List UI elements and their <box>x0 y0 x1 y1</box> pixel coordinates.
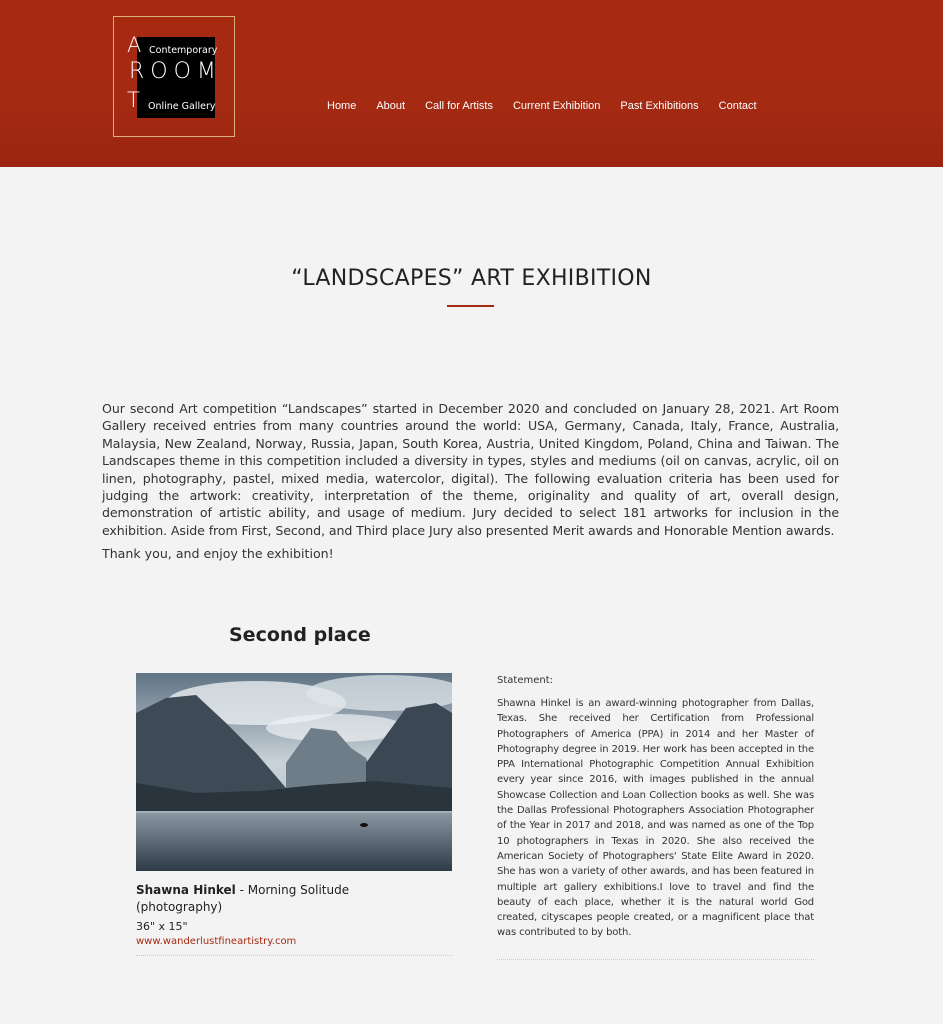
logo-online-gallery: Online Gallery <box>148 101 216 112</box>
logo-room: ROOM <box>129 59 222 84</box>
intro-paragraph: Our second Art competition “Landscapes” started in December 2020 and concluded on January 28, 2021. Art Room Gallery received entries from many countries around the world: USA, Germany, Canada, Italy, France, Australia, Malaysia, New Zealand, Norway, Russia, Japan, South Korea, Austria, United Kingdom, Poland, China and Taiwan. The Landscapes theme in this competition included a diversity in types, styles and mediums (oil on canvas, acrylic, oil on linen, photography, pastel, mixed media, watercolor, digital). The following evaluation criteria has been used for judging the artwork: creativity, interpretation of the theme, originality and quality of art, overall design, demonstration of artistic ability, and usage of medium. Jury decided to select 181 artworks for inclusion in the exhibition. Aside from First, Second, and Third place Jury also presented Merit awards and Honorable Mention awards. <box>102 401 839 538</box>
site-header <box>0 0 943 167</box>
thanks-text: Thank you, and enjoy the exhibition! <box>102 546 334 561</box>
artist-name: Shawna Hinkel <box>136 883 236 897</box>
nav-contact[interactable]: Contact <box>718 100 757 112</box>
nav-call-for-artists[interactable]: Call for Artists <box>425 100 493 112</box>
nav-past-exhibitions[interactable]: Past Exhibitions <box>620 100 699 112</box>
artwork-caption <box>136 882 452 916</box>
artist-statement: Shawna Hinkel is an award-winning photographer from Dallas, Texas. She received her Certification from Professional Photographers of America (PPA) in 2014 and her Master of Photography degree in 2019. Her work has been accepted in the PPA International Photographic Competition Annual Exhibition every year since 2016, with images published in the annual Showcase Collection and Loan Collection books as well. She was the Dallas Professional Photographers Association Photographer of the Year in 2017 and 2018, and was named as one of the Top 10 photographers in Texas in 2020. She also received the American Society of Photographers' State Elite Award in 2020. She has won a variety of other awards, and has been featured in multiple art gallery exhibitions.I love to travel and find the beauty of each place, whether it is the natural world God created, cityscapes people created, or a magnificent place that was contributed to by both. <box>497 698 814 939</box>
nav-about[interactable]: About <box>376 100 406 112</box>
nav-current-exhibition[interactable]: Current Exhibition <box>512 100 601 112</box>
divider-right <box>497 959 814 960</box>
artwork-image[interactable] <box>136 673 452 871</box>
divider-left <box>136 955 452 956</box>
logo-letter-a: A <box>127 33 142 57</box>
artwork-title: Morning Solitude <box>247 883 350 897</box>
artwork-medium: (photography) <box>136 900 223 914</box>
artwork-dimensions: 36" x 15" <box>136 920 188 933</box>
nav-home[interactable]: Home <box>327 100 357 112</box>
site-logo[interactable] <box>113 16 235 137</box>
logo-contemporary: Contemporary <box>149 45 218 56</box>
logo-letter-t: T <box>127 88 140 112</box>
main-nav <box>327 100 777 112</box>
section-title: Second place <box>229 624 371 646</box>
statement-label: Statement: <box>497 675 553 686</box>
landscape-photo <box>136 673 452 871</box>
page-title: “LANDSCAPES” ART EXHIBITION <box>291 266 652 291</box>
title-underline <box>447 305 494 307</box>
caption-separator: - <box>235 883 248 897</box>
artist-website-link[interactable]: www.wanderlustfineartistry.com <box>136 936 297 947</box>
